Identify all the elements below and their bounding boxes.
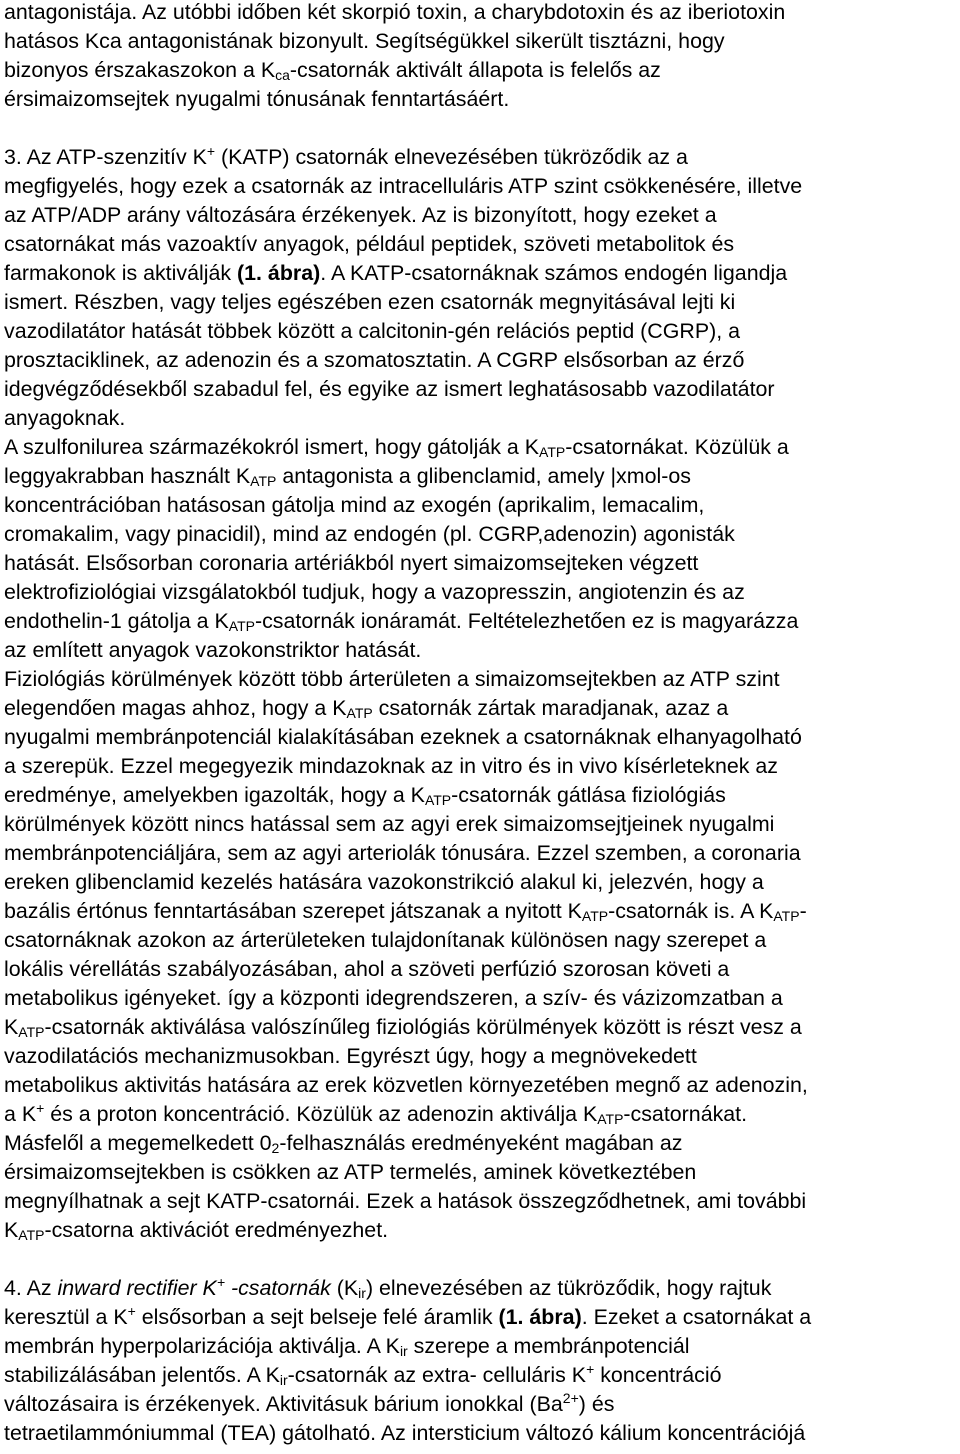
paragraph-gap	[4, 1245, 960, 1274]
text-line: lokális vérellátás szabályozásában, ahol a szöveti perfúzió szorosan követi a	[4, 957, 730, 981]
text-line: metabolikus aktivitás hatására az erek közvetlen környezetében megnő az adenozin,	[4, 1073, 808, 1097]
text-line: keresztül a K+ elsősorban a sejt belseje felé áramlik (1. ábra). Ezeket a csatornákat a	[4, 1303, 812, 1329]
text-line: 4. Az inward rectifier K+ -csatornák $(K_{ir})$ elnevezésében az tükröződik, hogy rajtuk	[4, 1274, 772, 1301]
text-line: A szulfonilurea származékokról ismert, hogy gátolják a $K_{ATP}$-csatornákat. Közülük a	[4, 435, 789, 460]
text-line: leggyakrabban használt $K_{ATP}$ antagonista a glibenclamid, amely |xmol-os	[4, 464, 691, 489]
text-line: Fiziológiás körülmények között több árterületen a simaizomsejtekben az ATP szint	[4, 667, 780, 691]
document-page	[4, 0, 960, 1448]
text-line: anyagoknak.	[4, 406, 126, 430]
text-line: koncentrációban hatásosan gátolja mind az exogén (aprikalim, lemacalim,	[4, 493, 705, 517]
text-line: csatornákat más vazoaktív anyagok, például peptidek, szöveti metabolitok és	[4, 232, 735, 256]
text-line: bazális értónus fenntartásában szerepet játszanak a nyitott $K_{ATP}$-csatornák is. A $K_{ATP}-$	[4, 899, 807, 924]
text-line: stabilizálásában jelentős. A $K_{ir}$-csatornák az extra- celluláris K+ koncentráció	[4, 1361, 722, 1388]
text-line: változásaira is érzékenyek. Aktivitásuk bárium ionokkal $(Ba^{2+})$ és	[4, 1390, 615, 1416]
text-line: érsimaizomsejtekben is csökken az ATP termelés, aminek következtében	[4, 1160, 697, 1184]
text-line: farmakonok is aktiválják (1. ábra). A KATP-csatornáknak számos endogén ligandja	[4, 261, 788, 285]
text-line: az ATP/ADP arány változására érzékenyek. Az is bizonyított, hogy ezeket a	[4, 203, 717, 227]
text-line: ismert. Részben, vagy teljes egészében ezen csatornák megnyitásával lejti ki	[4, 290, 736, 314]
text-line: csatornáknak azokon az árterületeken tulajdonítanak különösen nagy szerepet a	[4, 928, 767, 952]
figure-reference: (1. ábra)	[237, 261, 321, 285]
text-line: nyugalmi membránpotenciál kialakításában ezeknek a csatornáknak elhanyagolható	[4, 725, 802, 749]
text-line: hatásos Kca antagonistának bizonyult. Segítségükkel sikerült tisztázni, hogy	[4, 29, 725, 53]
text-line: metabolikus igényeket. így a központi idegrendszeren, a szív- és vázizomzatban a	[4, 986, 783, 1010]
text-line: az említett anyagok vazokonstriktor hatását.	[4, 638, 422, 662]
text-line: membránpotenciáljára, sem az agyi arteriolák tónusára. Ezzel szemben, a coronaria	[4, 841, 801, 865]
text-line: érsimaizomsejtek nyugalmi tónusának fenntartásáért.	[4, 87, 510, 111]
text-line: vazodilatációs mechanizmusokban. Egyrészt úgy, hogy a megnövekedett	[4, 1044, 697, 1068]
text-line: bizonyos érszakaszokon a $K_{ca}$-csatornák aktivált állapota is felelős az	[4, 58, 661, 83]
text-line: elegendően magas ahhoz, hogy a $K_{ATP}$ csatornák zártak maradjanak, azaz a	[4, 696, 729, 721]
text-line: a K+ és a proton koncentráció. Közülük az adenozin aktiválja $K_{ATP}$-csatornákat.	[4, 1100, 748, 1127]
text-line: vazodilatátor hatását többek között a calcitonin-gén relációs peptid (CGRP), a	[4, 319, 740, 343]
text-line: megnyílhatnak a sejt KATP-csatornái. Ezek a hatások összegződhetnek, ami további	[4, 1189, 807, 1213]
text-line: $K_{ATP}$-csatorna aktivációt eredményezhet.	[4, 1218, 389, 1243]
text-line: tetraetilammóniummal (TEA) gátolható. Az intersticium változó kálium koncentrációjá	[4, 1421, 806, 1445]
text-line: $K_{ATP}$-csatornák aktiválása valószínűleg fiziológiás körülmények között is részt vesz a	[4, 1015, 802, 1040]
text-line: prosztaciklinek, az adenozin és a szomatosztatin. A CGRP elsősorban az érző	[4, 348, 745, 372]
figure-reference: (1. ábra)	[498, 1305, 582, 1329]
text-line: endothelin-1 gátolja a $K_{ATP}$-csatornák ionáramát. Feltételezhetően ez is magyarázza	[4, 609, 799, 634]
text-line: a szerepük. Ezzel megegyezik mindazoknak az in vitro és in vivo kísérleteknek az	[4, 754, 778, 778]
text-line: idegvégződésekből szabadul fel, és egyike az ismert leghatásosabb vazodilatátor	[4, 377, 775, 401]
text-line: eredménye, amelyekben igazolták, hogy a $K_{ATP}$-csatornák gátlása fiziológiás	[4, 783, 726, 808]
text-line: Másfelől a megemelkedett $0_2$-felhasználás eredményeként magában az	[4, 1131, 683, 1156]
text-line: 3. Az ATP-szenzitív K+ (KATP) csatornák elnevezésében tükröződik az a	[4, 143, 688, 169]
text-line: antagonistája. Az utóbbi időben két skorpió toxin, a charybdotoxin és az iberiotoxin	[4, 0, 786, 24]
text-line: megfigyelés, hogy ezek a csatornák az intracelluláris ATP szint csökkenésére, illetve	[4, 174, 803, 198]
text-line: elektrofiziológiai vizsgálatokból tudjuk, hogy a vazopresszin, angiotenzin és az	[4, 580, 745, 604]
text-line: hatását. Elsősorban coronaria artériákból nyert simaizomsejteken végzett	[4, 551, 699, 575]
text-line: membrán hyperpolarizációja aktiválja. A $K_{ir}$ szerepe a membránpotenciál	[4, 1334, 690, 1359]
text-line: cromakalim, vagy pinacidil), mind az endogén (pl. CGRP,adenozin) agonisták	[4, 522, 735, 546]
text-line: ereken glibenclamid kezelés hatására vazokonstrikció alakul ki, jelezvén, hogy a	[4, 870, 764, 894]
text-line: körülmények között nincs hatással sem az agyi erek simaizomsejtjeinek nyugalmi	[4, 812, 775, 836]
paragraph-gap	[4, 114, 960, 143]
